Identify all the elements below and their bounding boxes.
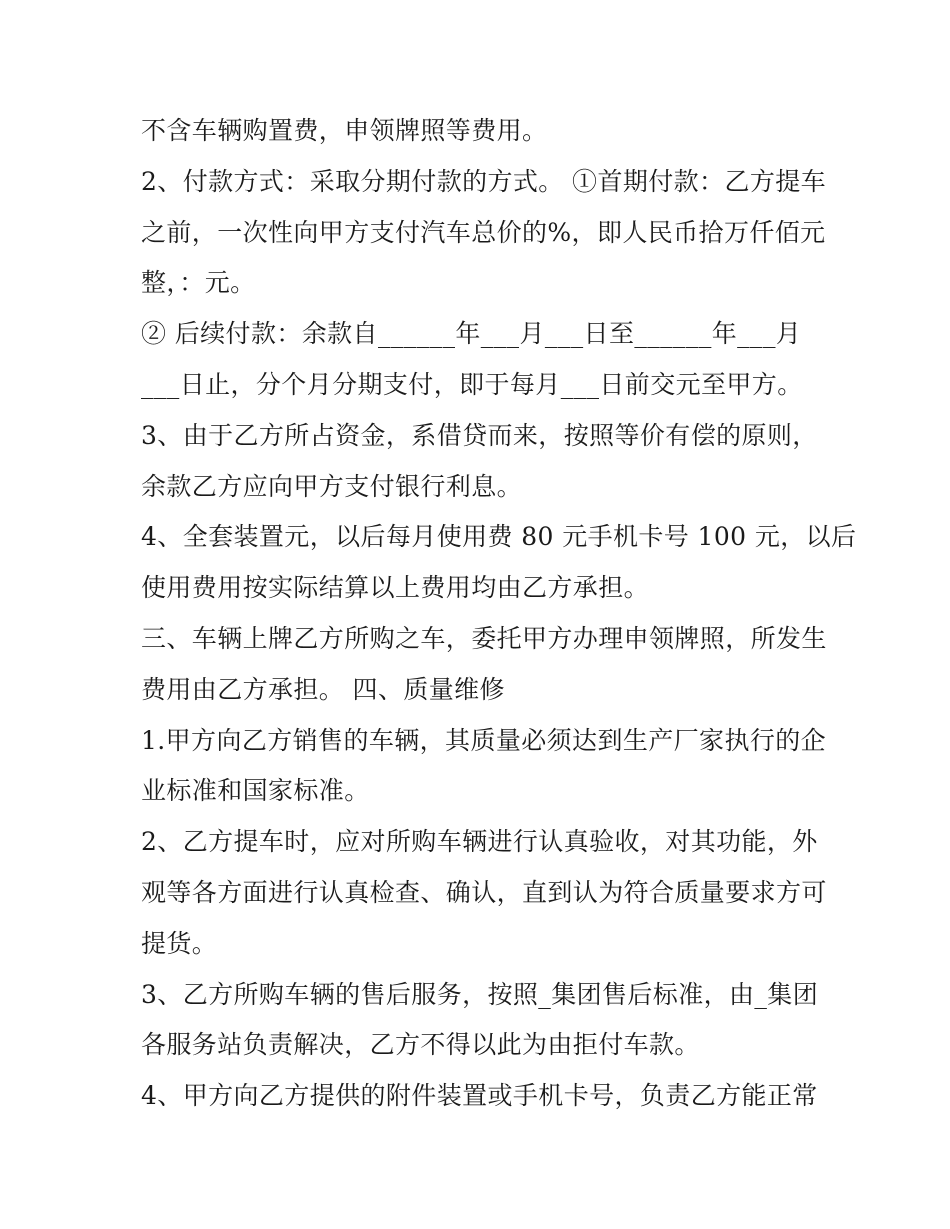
text-line: 使用费用按实际结算以上费用均由乙方承担。 xyxy=(141,573,650,603)
text-line: 不含车辆购置费，申领牌照等费用。 xyxy=(141,116,548,145)
document-body xyxy=(141,106,857,1122)
text-line: 之前，一次性向甲方支付汽车总价的%，即人民币拾万仟佰元 xyxy=(141,217,826,247)
text-line: 业标准和国家标准。 xyxy=(141,776,370,806)
text-line: 费用由乙方承担。 四、质量维修 xyxy=(141,674,505,704)
text-line: 各服务站负责解决，乙方不得以此为由拒付车款。 xyxy=(141,1030,700,1060)
text-line: 观等各方面进行认真检查、确认，直到认为符合质量要求方可 xyxy=(141,877,827,907)
text-line: 2、付款方式：采取分期付款的方式。 ①首期付款：乙方提车 xyxy=(141,166,827,196)
text-line: 整，：元。 xyxy=(141,268,256,298)
text-line: ___日止，分个月分期支付，即于每月___日前交元至甲方。 xyxy=(141,369,803,399)
text-line: 3、由于乙方所占资金，系借贷而来，按照等价有偿的原则， xyxy=(141,420,818,450)
text-line: 3、乙方所购车辆的售后服务，按照_集团售后标准，由_集团 xyxy=(141,979,819,1009)
text-line: 1.甲方向乙方销售的车辆，其质量必须达到生产厂家执行的企 xyxy=(141,725,827,755)
text-line: 4、全套装置元，以后每月使用费 80 元手机卡号 100 元，以后 xyxy=(141,522,857,552)
text-line: ② 后续付款：余款自______年___月___日至______年___月 xyxy=(141,319,802,349)
text-line: 提货。 xyxy=(141,928,218,958)
text-line: 余款乙方应向甲方支付银行利息。 xyxy=(141,471,523,501)
text-line: 4、甲方向乙方提供的附件装置或手机卡号，负责乙方能正常 xyxy=(141,1081,818,1111)
text-line: 三、车辆上牌乙方所购之车，委托甲方办理申领牌照，所发生 xyxy=(141,623,827,653)
text-line: 2、乙方提车时，应对所购车辆进行认真验收，对其功能，外 xyxy=(141,827,818,857)
